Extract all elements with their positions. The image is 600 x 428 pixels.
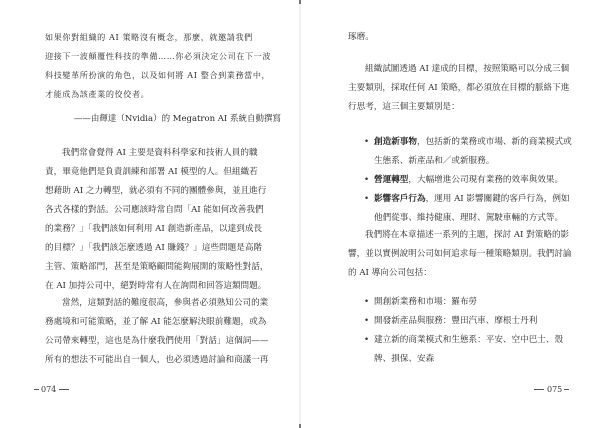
bullet-icon: • [364,335,370,345]
list-item [364,312,594,331]
list-item-term: 影響客戶行為 [374,194,426,204]
folio-number: 074 [41,385,57,394]
left-page [0,0,299,428]
text-line: 組織試圖透過 AI 達成的目標，按照策略可以分成三個 [365,64,570,74]
text-line: 的業務？」「我們該如何利用 AI 創造新產品，以達到成長 [45,224,263,234]
folio-number: 075 [547,385,563,394]
epigraph-quote [45,28,275,104]
continued-line: 琢磨。 [348,32,374,42]
page-number-left [34,385,72,394]
folio-rule [534,389,544,390]
text-line: 的 AI 導向公司包括： [348,268,432,278]
list-item-text: 建立新的商業模式和生態系：平安、空中巴士、殼 [374,335,564,345]
list-item [364,293,594,312]
list-item-cont: 生態系、新產品和／或新服務。 [374,156,495,166]
list-item [364,331,594,369]
quote-line: 科技變革所扮演的角色，以及如何將 AI 整合到業務當中， [45,70,271,80]
quote-line: 如果你對組織的 AI 策略沒有概念，那麼，就邀請我們 [45,32,253,42]
list-item-desc: ，大幅增進公司現有業務的效率與效果。 [408,175,564,185]
body-paragraph-2 [45,294,281,370]
text-line: 主要類別，採取任何 AI 策略，都必須放在目標的脈絡下進 [348,83,570,93]
bullet-icon: • [364,297,370,307]
text-line: 我們常會覺得 AI 主要是資料科學家和技術人員的職 [62,148,258,158]
text-line: 我們將在本章描述一系列的主題，探討 AI 對策略的影 [365,230,570,240]
list-item [364,133,594,171]
list-item [364,190,594,228]
text-line: 責，畢竟他們是負責訓練和部署 AI 模型的人。但組織若 [45,167,258,177]
list-item-text: 開發新產品與服務：豐田汽車、摩根士丹利 [374,316,538,326]
right-page [301,0,600,428]
body-paragraph-3 [348,60,588,117]
text-line: 各式各樣的對話。公司應該時常自問「AI 能如何改善我們 [45,205,264,215]
bullet-icon: • [364,137,370,147]
list-item-term: 創造新事物 [374,137,417,147]
text-line: 所有的想法不可能出自一個人，也必須透過討論和商議一再 [45,355,269,365]
quote-line: 迎接下一波顛覆性科技的準備……你必須決定公司在下一波 [45,51,272,61]
body-paragraph-1 [45,144,281,296]
list-item-cont: 他們從事、維持健康、理財、駕駛車輛的方式等。 [374,213,564,223]
text-line: 想藉助 AI 之力轉型，就必須有不同的團體參與，並且進行 [45,186,267,196]
list-item-desc: ，運用 AI 影響關鍵的客戶行為，例如 [425,194,570,204]
text-line: 的目標？」「我們該怎麼透過 AI 賺錢？」這些問題是高階 [45,243,263,253]
folio-dash [34,389,39,390]
list-item [364,171,594,190]
bullet-icon: • [364,316,370,326]
list-item-text: 開創新業務和市場：羅布勞 [374,297,478,307]
list-item-cont: 牌、損保、安森 [374,354,435,364]
bullet-icon: • [364,175,370,185]
list-item-term: 營運轉型 [374,175,409,185]
text-line: 在 AI 加持公司中，絕對時常有人在詢問和回答這類問題。 [45,281,267,291]
folio-dash [564,389,569,390]
strategy-category-list [364,133,594,228]
text-line: 務處境和可能策略，並了解 AI 能怎麼解決眼前難題，或為 [45,317,267,327]
company-example-list [364,293,594,369]
folio-rule [59,389,69,390]
text-line: 當然，這類對話的難度很高，參與者必須熟知公司的業 [62,298,269,308]
bullet-icon: • [364,194,370,204]
epigraph-attribution: ——由輝達（Nvidia）的 Megatron AI 系統自動撰寫 [73,114,281,124]
page-number-right [531,385,569,394]
text-line: 主管、策略部門，甚至是策略顧問能夠展開的策略性對話， [45,262,269,272]
text-line: 響，並以實例說明公司如何追求每一種策略類別。我們討論 [348,249,572,259]
quote-line: 才能成為該產業的佼佼者。 [45,89,150,99]
text-line: 公司帶來轉型，這也是為什麼我們使用「對話」這個詞—— [45,336,269,346]
list-item-desc: ，包括新的業務或市場、新的商業模式或 [416,137,572,147]
body-paragraph-4 [348,226,588,283]
text-line: 行思考，這三個主要類別是： [348,102,460,112]
